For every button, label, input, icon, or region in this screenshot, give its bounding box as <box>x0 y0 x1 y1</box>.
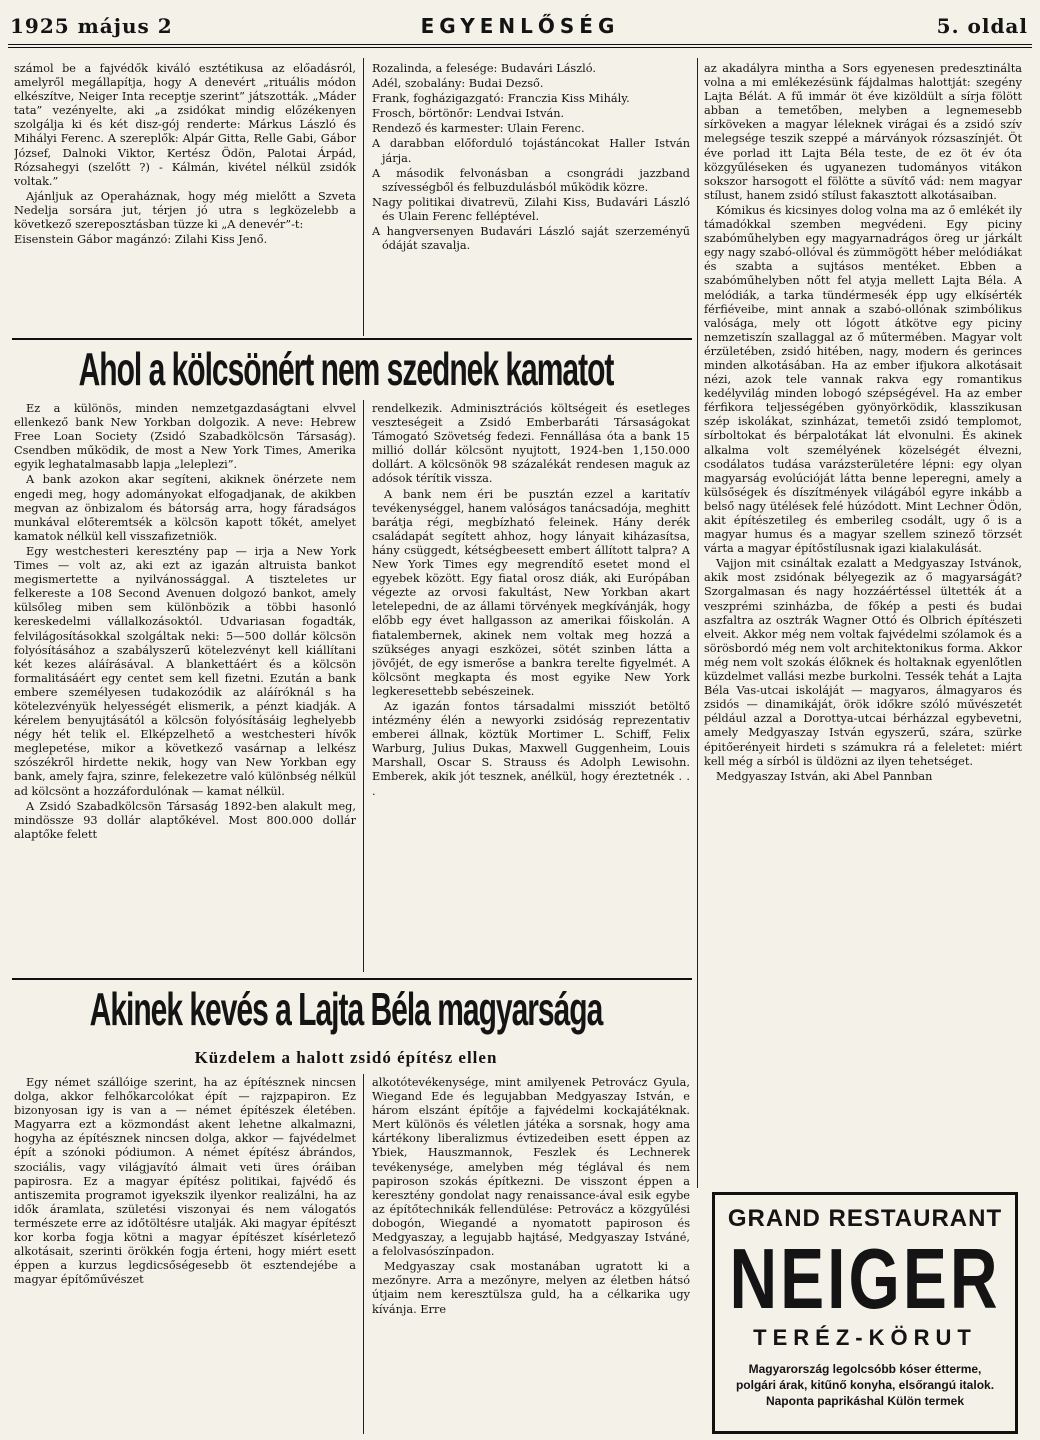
top-left-column <box>14 62 356 334</box>
paragraph: Vajjon mit csináltak ezalatt a Medgyaszay Istvánok, akik most zsidónak bélyegezik az ő magyarságát? Szorgalmasan és nagy hozzáértéssel ültették át a veszprémi szinházba, de főkép a pesti és budai aszfaltra az osztrák Wagner Ottó és Olbrich építészeti elveit. Akkor még nem voltak fajvédelmi szólamok és a sörösbordó még nem volt architektonikus forma. Akkor még nem volt szokás élőknek és holtaknak egyenlőtlen küzdelmet vallási mezbe burkolni. Tessék tehát a Lajta Béla Vas-utcai iskoláját — magyaros, álmagyaros és zsidós — dinamikáját, örök időkre szóló művészetét például azzal a Dorottya-utcai bérházzal egybevetni, amely Medgyaszay István egyszerű, szára, szürke épitőerényeit hirdeti s számukra rá a feleletet: miért kell még a sírból is üldözni az ilyen tehetséget. <box>704 557 1022 768</box>
issue-date: 1925 május 2 <box>10 14 173 38</box>
column-divider <box>363 1074 364 1434</box>
column-divider <box>363 400 364 972</box>
ad-line-name: NEIGER <box>729 1229 1001 1326</box>
article2-right-column <box>372 1076 690 1432</box>
article-headline: Ahol a kölcsönért nem szednek kamatot <box>78 344 614 397</box>
paragraph: A második felvonásban a csongrádi jazzband szívességből és felbuzdulásból működik közre. <box>372 166 690 194</box>
paragraph: Adél, szobalány: Budai Dezső. <box>372 77 544 91</box>
paragraph: A hangversenyen Budavári László saját szerzeményű ódáját szavalja. <box>372 225 690 253</box>
paragraph: Egy westchesteri keresztény pap — irja a New York Times — volt az, aki ezt az igazán altruista bankot megismertette a nyilvánossággal. A tiszteletes ur felkereste a 108 Second Avenuen dolgozó bankot, amely külsőleg miben sem különbözik a többi hasonló kereskedelmi vállalkozásoktól. Udvariasan fogadták, felvilágosításokkal szolgáltak neki: 5—500 dollár kölcsön folyósításához a szabályszerű kötelezvényt kell kiállítani két kezes aláírásával. A blankettáért és a kölcsön formalitásáért egy centet sem kell fizetni. Ezután a bank embere személyesen tudakozódik az aláíróknál s ha kötelezvényük helyességét elismerik, a pénzt kiadják. A kérelem benyujtásától a kölcsön folyósításáig leghelyebb négy hét telik el. Elképzelhető a westchesteri hívők meglepetése, mikor a következő vasárnap a lelkész szószékről hirdette nekik, hogy van New Yorkban egy bank, amely fajra, szinre, felekezetre való különbség nélkül ad kölcsönt a hozzáfordulónak — kamat nélkül. <box>14 544 356 798</box>
paragraph: Rendező és karmester: Ulain Ferenc. <box>372 122 585 136</box>
right-column <box>704 62 1022 1184</box>
paragraph: Medgyaszay csak mostanában ugratott ki a mezőnyre. Arra a mezőnyre, melyen az életben hátsó útjaim nem keresztülsza guld, ha a célkarika ugy kívánja. Erre <box>372 1260 690 1316</box>
column-divider <box>697 58 698 1188</box>
paragraph: alkotótevékenysége, mint amilyenek Petrovácz Gyula, Wiegand Ede és legujabban Medgyaszay István, e három elszánt építője a fajvédelmi kockajátéknak. Mert különös és véletlen játéka a sorsnak, hogy ama kártékony liberalizmus évtizedeiben esett éppen az Ybiek, Hauszmannok, Feszlek és Lechnerek tevékenysége, amelyben még téglával és nem papiroson szokás építkezni. De visszont éppen a keresztény gondolat nagy renaissance-ával esik egybe az építőtechnikák fellendülése: Petrovácz a közgyűlési dobogón, Wiegandé a nyomatott papiroson és Medgyaszay, a legujabb hajtásé, Medgyaszay Istváné, a felolvasószínpadon. <box>372 1076 690 1259</box>
paragraph: A darabban előforduló tojástáncokat Haller István járja. <box>372 137 690 165</box>
paragraph: A bank azokon akar segíteni, akiknek önérzete nem engedi meg, hogy adományokat elfogadjanak, de akikben megvan az önbizalom és bátorság arra, hogy fáradságos munkával előteremtsék a kölcsön kapott tőkét, amelyet kamatok nélkül kell visszafizetniök. <box>14 473 356 543</box>
paragraph: Medgyaszay István, aki Abel Pannban <box>716 769 933 783</box>
masthead <box>8 10 1032 48</box>
paragraph: A Zsidó Szabadkölcsön Társaság 1892-ben alakult meg, mindössze 93 dollár alaptőkével. Most 800.000 dollár alaptőke felett <box>14 799 356 841</box>
article-headline: Akinek kevés a Lajta Béla magyarsága <box>89 984 603 1037</box>
paragraph: Eisenstein Gábor magánzó: Zilahi Kiss Jenő. <box>14 233 268 247</box>
section-rule <box>12 978 692 980</box>
ad-line-restaurant: GRAND RESTAURANT <box>727 1205 1003 1232</box>
paragraph: az akadályra mintha a Sors egyenesen predesztinálta volna a mi emlékezésünk fájdalmas halottját: szegény Lajta Bélát. A fű immár öt éve kizöldült a sírja fölött abban a temetőben, melyben a legnemesebb sírköveken a magyar léleknek virágai és a zsidó szív melegsége teszik szeppé a márványok rózsaszínjét. Öt éve porlad itt Lajta Béla teste, de ez öt év óta közgyűléseken és ugyanezen tudományos vitákon sokszor harsogott el fölötte a süvítő vád: nem magyar stílust, hanem zsidó stílust fakasztott alkotásaiban. <box>704 62 1022 202</box>
newspaper-title: EGYENLŐSÉG <box>420 14 620 38</box>
paragraph: Nagy politikai divatrevü, Zilahi Kiss, Budavári László és Ulain Ferenc felléptével. <box>372 195 690 223</box>
paragraph: Ez a különös, minden nemzetgazdaságtani elvvel ellenkező bank New Yorkban dolgozik. A neve: Hebrew Free Loan Society (Zsidó Szabadkölcsön Társaság). Csendben működik, de most a New York Times, Amerika egyik leghatalmasabb lapja „leleplezi”. <box>14 402 356 472</box>
ad-line-description <box>727 1361 1003 1409</box>
paragraph: Frosch, börtönőr: Lendvai István. <box>372 107 565 121</box>
ad-line-address: TERÉZ-KÖRUT <box>753 1325 977 1350</box>
section-rule <box>12 338 692 340</box>
article2-left-column <box>14 1076 356 1432</box>
paragraph: Frank, fogházigazgató: Franczia Kiss Mihály. <box>372 92 630 106</box>
paragraph: Rozalinda, a felesége: Budavári László. <box>372 62 596 75</box>
paragraph: Kómikus és kicsinyes dolog volna ma az ő emlékét ily támadókkal szemben megvédeni. Egy piciny szabóműhelyben egy magyarnadrágos öreg ur járkált egy nagy szabó-ollóval és zümmögött héber melódiákat és szabta a sujtásos mentéket. Ebben a szabóműhelyben nőtt fel atyja mellett Lajta Béla. A melódiák, a tarka tündérmesék épp ugy elkísérték férfiéveibe, mint annak a szabó-ollónak szimbólikus valósága, mely ott lógott átkötve egy piciny nemzetiszín szallaggal az ő műtermében. Magyar volt érzületében, zsidó hitében, nagy, modern és gerinces minden alkotásában. Ha az ember ifjukora alkotásait nézi, azok tele vannak rakva egy romantikus kedélyvilág minden lobogó szépségével. Ha az ember férfikora teljességében gyönyörködik, klasszikusan szép iskolákat, szinházat, temetői zsidó templomot, sírboltokat és bérpalotákat lát elvonulni. És akinek alkalma volt személyének közelségét élvezni, csodálatos tudása varázsterületére lépni: egy olyan magyarság evolúcióját látta benne leperegni, amely a külsőségek és díszítmények világából egyre inkább a belső nagy ütélések felé húzódott. Mint Lechner Ödön, akit építészetileg és emberileg csodált, ugy ő is a magyar humus és a magyar szellem szinező törzsét várta a magyar építőstílusnak igazi kialakulását. <box>704 203 1022 556</box>
paragraph: számol be a fajvédők kiváló esztétikusa az előadásról, amelyről megállapítja, hogy A denevért „rituális módon elkészítve, Neiger Inta receptje szerint” játszották. „Máder tata” vezényelte, aki „a zsidókat mindig előzékenyen szolgálja ki és két disz-gój renderte: Márkus László és Mihályi Ferenc. A szereplők: Alpár Gitta, Relle Gabi, Gábor József, Dalnoki Viktor, Kertész Ödön, Palotai Árpád, Rózsahegyi (szelőtt ?) - Kálmán, kivétel nélkül zsidók voltak.” <box>14 62 356 188</box>
page-number: 5. oldal <box>936 14 1028 38</box>
article1-left-column <box>14 402 356 972</box>
paragraph: rendelkezik. Adminisztrációs költségeit és esetleges veszteségeit a Zsidó Emberbaráti Társaságokat Támogató Szövetség fedezi. Fennállása óta a bank 15 millió dollár kölcsönt nyujtott, 1924-ben 1,150.000 dollárt. A kölcsönök 98 százalékát rendesen maguk az adósok térítik vissza. <box>372 402 690 486</box>
ad-description-text: Magyarország legolcsóbb kóser étterme, polgári árak, kitűnő konyha, elsőrangú italok. <box>735 1362 995 1392</box>
top-middle-column <box>372 62 690 334</box>
paragraph: Ajánljuk az Operaháznak, hogy még mielőtt a Szveta Nedelja sorsára jut, térjen jó utra s legközelebb a következő szereposztásban tüzze ki „A denevér”-t: <box>14 189 356 232</box>
restaurant-advertisement <box>712 1192 1018 1434</box>
paragraph: A bank nem éri be pusztán ezzel a karitatív tevékenységgel, hanem valóságos tanácsadója, meghitt barátja régi, megbízható feleinek. Hány derék családapát segített ahhoz, hogy lányait kiházasítsa, hány csüggedt, kétségbeesett embert állított talpra? A New York Times egy megrendítő esetet mond el egyebek között. Egy fiatal orosz diák, aki Európában végezte az orvosi fakultást, New Yorkban akart letelepedni, de az állami törvények megkívánják, hogy előbb egy évet hallgasson az amerikai főiskolán. A fiatalembernek, akinek nem voltak meg hozzá a szükséges anyagi eszközei, sötét szinben látta a jövőjét, de egy ismerőse a bankra terelte figyelmét. A kölcsönt megkapta és most egyike New York legkeresettebb sebészeinek. <box>372 487 690 698</box>
paragraph: Egy német szállóige szerint, ha az építésznek nincsen dolga, akkor felhőkarcolókat épít — rajzpapiron. Ez bizonyosan igy is van a — német építészek életében. Magyarra ezt a közmondást akent lehetne alkalmazni, hogyha az építésznek nincsen dolga, akkor — fajvédelmet épít a szónoki pódiumon. A német építész ábrándos, szociális, vagy világjavító álmait veti üres óráiban papirosra. Ez a magyar építész politikai, fajvédő és antiszemita programot igyekszik ilyenkor realizálni, ha az idők áramlata, születési viszonyai és nem válogatós természete erre az időtöltésre utalják. Aki magyar építészt kor korba fogja kötni a magyar építészet kísérletező alkotásait, szerinti örökkén fogja érteni, hogy miért esett éppen a kurzus legdicsőségesebb öt esztendejébe a magyar építőművészet <box>14 1076 356 1287</box>
paragraph: Az igazán fontos társadalmi missziót betöltő intézmény élén a newyorki zsidóság reprezentativ emberei állnak, köztük Mortimer L. Schiff, Felix Warburg, Julius Dukas, Maxwell Guggenheim, Louis Marshall, Oscar S. Strauss és Adolph Lewisohn. Emberek, akik jót tesznek, anélkül, hogy éreztetnék . . . <box>372 699 690 798</box>
column-divider <box>363 58 364 336</box>
article1-right-column <box>372 402 690 972</box>
article-subheadline: Küzdelem a halott zsidó építész ellen <box>194 1048 498 1067</box>
ad-special-text: Naponta paprikáshal Külön termek <box>765 1394 965 1408</box>
